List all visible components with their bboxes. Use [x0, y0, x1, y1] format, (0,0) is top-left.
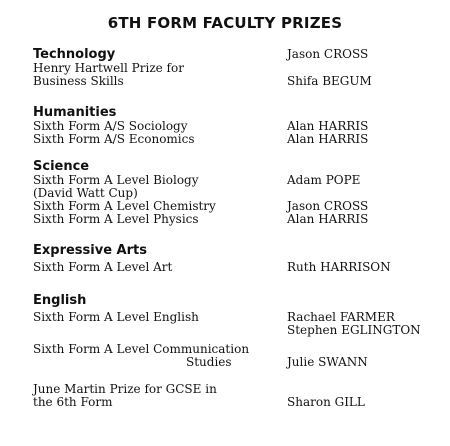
winner-name: Rachael FARMER — [287, 310, 395, 324]
winner-name: Jason CROSS — [287, 47, 369, 61]
winner-name: Sharon GILL — [287, 395, 365, 409]
section-heading-expressive-arts: Expressive Arts — [33, 243, 147, 258]
section-technology — [33, 48, 443, 88]
winner-name: Shifa BEGUM — [287, 74, 372, 88]
prize-row — [33, 213, 443, 226]
section-expressive-arts — [33, 244, 443, 274]
section-heading-technology: Technology — [33, 47, 116, 62]
prize-name: the 6th Form — [33, 395, 113, 409]
prize-name: Sixth Form A Level Biology — [33, 173, 199, 187]
section-gcse — [33, 383, 443, 409]
section-english — [33, 294, 443, 369]
section-science — [33, 160, 443, 226]
prize-row — [33, 75, 443, 88]
section-heading-humanities: Humanities — [33, 105, 117, 120]
prize-name: Sixth Form A Level Communication — [33, 342, 250, 356]
prize-name: Sixth Form A Level Physics — [33, 212, 199, 226]
prize-row — [33, 356, 443, 369]
winner-name: Alan HARRIS — [287, 212, 369, 226]
prize-name: Sixth Form A/S Economics — [33, 132, 195, 146]
prize-row — [33, 48, 443, 61]
winner-name: Julie SWANN — [287, 355, 368, 369]
section-heading-science: Science — [33, 159, 90, 174]
winner-name: Jason CROSS — [287, 199, 369, 213]
prize-name: (David Watt Cup) — [33, 186, 138, 200]
winner-name: Ruth HARRISON — [287, 260, 391, 274]
prize-row — [33, 396, 443, 409]
prize-name: Sixth Form A Level Chemistry — [33, 199, 216, 213]
prize-name: Henry Hartwell Prize for — [33, 61, 184, 75]
winner-name: Alan HARRIS — [287, 119, 369, 133]
prize-name: June Martin Prize for GCSE in — [33, 382, 217, 396]
prize-name: Sixth Form A/S Sociology — [33, 119, 188, 133]
winner-name: Adam POPE — [287, 173, 361, 187]
prize-name: Studies — [186, 355, 232, 369]
prize-name: Business Skills — [33, 74, 124, 88]
winner-name: Stephen EGLINGTON — [287, 323, 421, 337]
prize-row — [33, 324, 443, 337]
document-title: 6TH FORM FACULTY PRIZES — [107, 14, 343, 32]
prize-name: Sixth Form A Level English — [33, 310, 199, 324]
prize-row — [33, 261, 443, 274]
section-heading-english: English — [33, 293, 87, 308]
section-humanities — [33, 106, 443, 146]
prize-row — [33, 133, 443, 146]
winner-name: Alan HARRIS — [287, 132, 369, 146]
prize-name: Sixth Form A Level Art — [33, 260, 173, 274]
prize-row — [33, 343, 443, 356]
